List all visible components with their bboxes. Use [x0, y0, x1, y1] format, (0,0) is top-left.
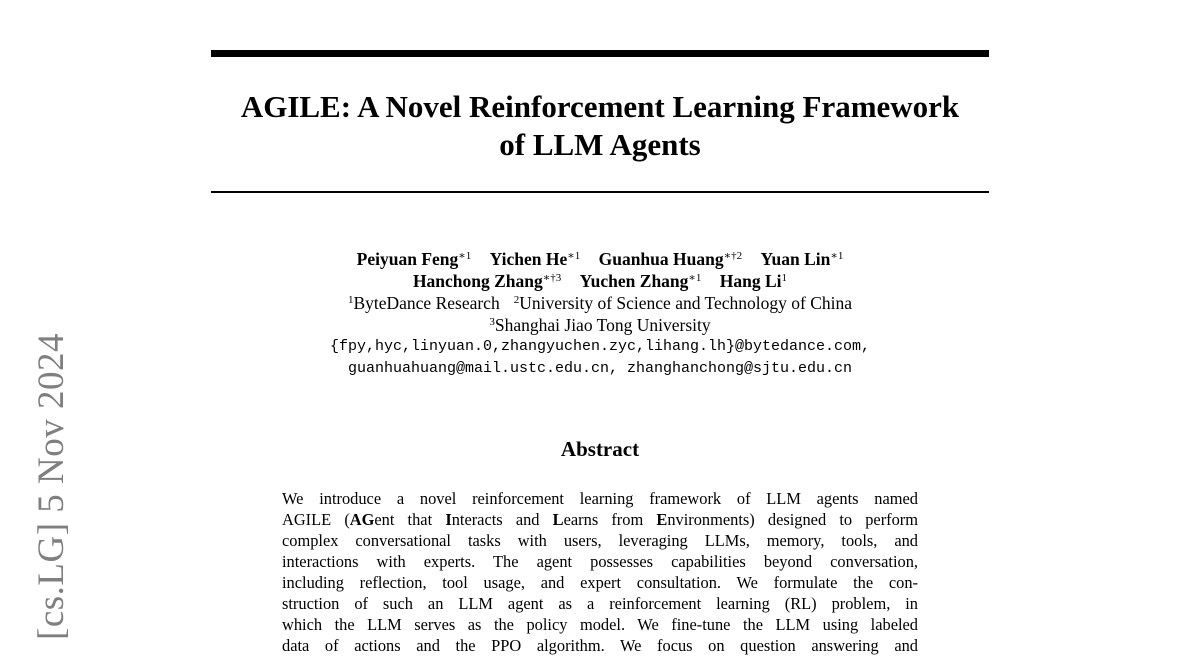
- abstract-line: AGILE (AGent that Interacts and Learns from Environments) designed to perform: [282, 510, 918, 529]
- author-marks: ∗†3: [542, 272, 562, 284]
- title-line-1: AGILE: A Novel Reinforcement Learning Framework: [240, 89, 960, 124]
- arxiv-stamp: [cs.LG] 5 Nov 2024: [31, 332, 72, 640]
- abstract-line: data of actions and the PPO algorithm. We focus on question answering and: [282, 636, 918, 655]
- title-top-rule: [211, 50, 989, 57]
- author-marks: ∗†2: [723, 250, 743, 262]
- affiliation: ByteDance Research: [353, 293, 500, 313]
- affiliation: Shanghai Jiao Tong University: [494, 315, 711, 335]
- abstract-line: We introduce a novel reinforcement learning framework of LLM agents named: [282, 489, 918, 508]
- paper-title: [200, 88, 1000, 164]
- author-name: Yuchen Zhang: [579, 271, 689, 291]
- author-name: Peiyuan Feng: [356, 249, 459, 269]
- affiliations-row-2: [200, 314, 1000, 336]
- abstract-heading: Abstract: [560, 437, 640, 461]
- author-name: Hang Li: [719, 271, 782, 291]
- author-marks: ∗1: [830, 250, 844, 262]
- title-line-2: of LLM Agents: [499, 127, 701, 162]
- abstract-line: including reflection, tool usage, and expert consultation. We formulate the con-: [282, 573, 918, 592]
- author-marks: ∗1: [458, 250, 472, 262]
- authors-row-1: [200, 248, 1000, 270]
- author-marks: 1: [781, 272, 788, 284]
- author-name: Yuan Lin: [760, 249, 831, 269]
- affiliations-row-1: [200, 292, 1000, 314]
- email-line-2: guanhuahuang@mail.ustc.edu.cn, zhanghanchong@sjtu.edu.cn: [347, 360, 853, 377]
- affiliation-mark: 1: [347, 294, 354, 306]
- author-name: Guanhua Huang: [598, 249, 724, 269]
- author-marks: ∗1: [567, 250, 581, 262]
- affiliation: University of Science and Technology of China: [519, 293, 853, 313]
- affiliation-mark: 3: [489, 316, 495, 328]
- email-line-1: {fpy,hyc,linyuan.0,zhangyuchen.zyc,lihang.lh}@bytedance.com,: [329, 338, 871, 355]
- abstract-line: complex conversational tasks with users, leveraging LLMs, memory, tools, and: [282, 531, 918, 550]
- affiliation-mark: 2: [513, 294, 520, 306]
- abstract-line: struction of such an LLM agent as a reinforcement learning (RL) problem, in: [282, 594, 918, 613]
- author-marks: ∗1: [688, 272, 702, 284]
- authors-row-2: [200, 270, 1000, 292]
- author-name: Yichen He: [489, 249, 568, 269]
- abstract-body: [282, 488, 918, 656]
- author-block: [200, 248, 1000, 380]
- author-name: Hanchong Zhang: [412, 271, 543, 291]
- abstract-line: which the LLM serves as the policy model. We fine-tune the LLM using labeled: [282, 615, 918, 634]
- title-bottom-rule: [211, 191, 989, 193]
- abstract-line: interactions with experts. The agent possesses capabilities beyond conversation,: [282, 552, 918, 571]
